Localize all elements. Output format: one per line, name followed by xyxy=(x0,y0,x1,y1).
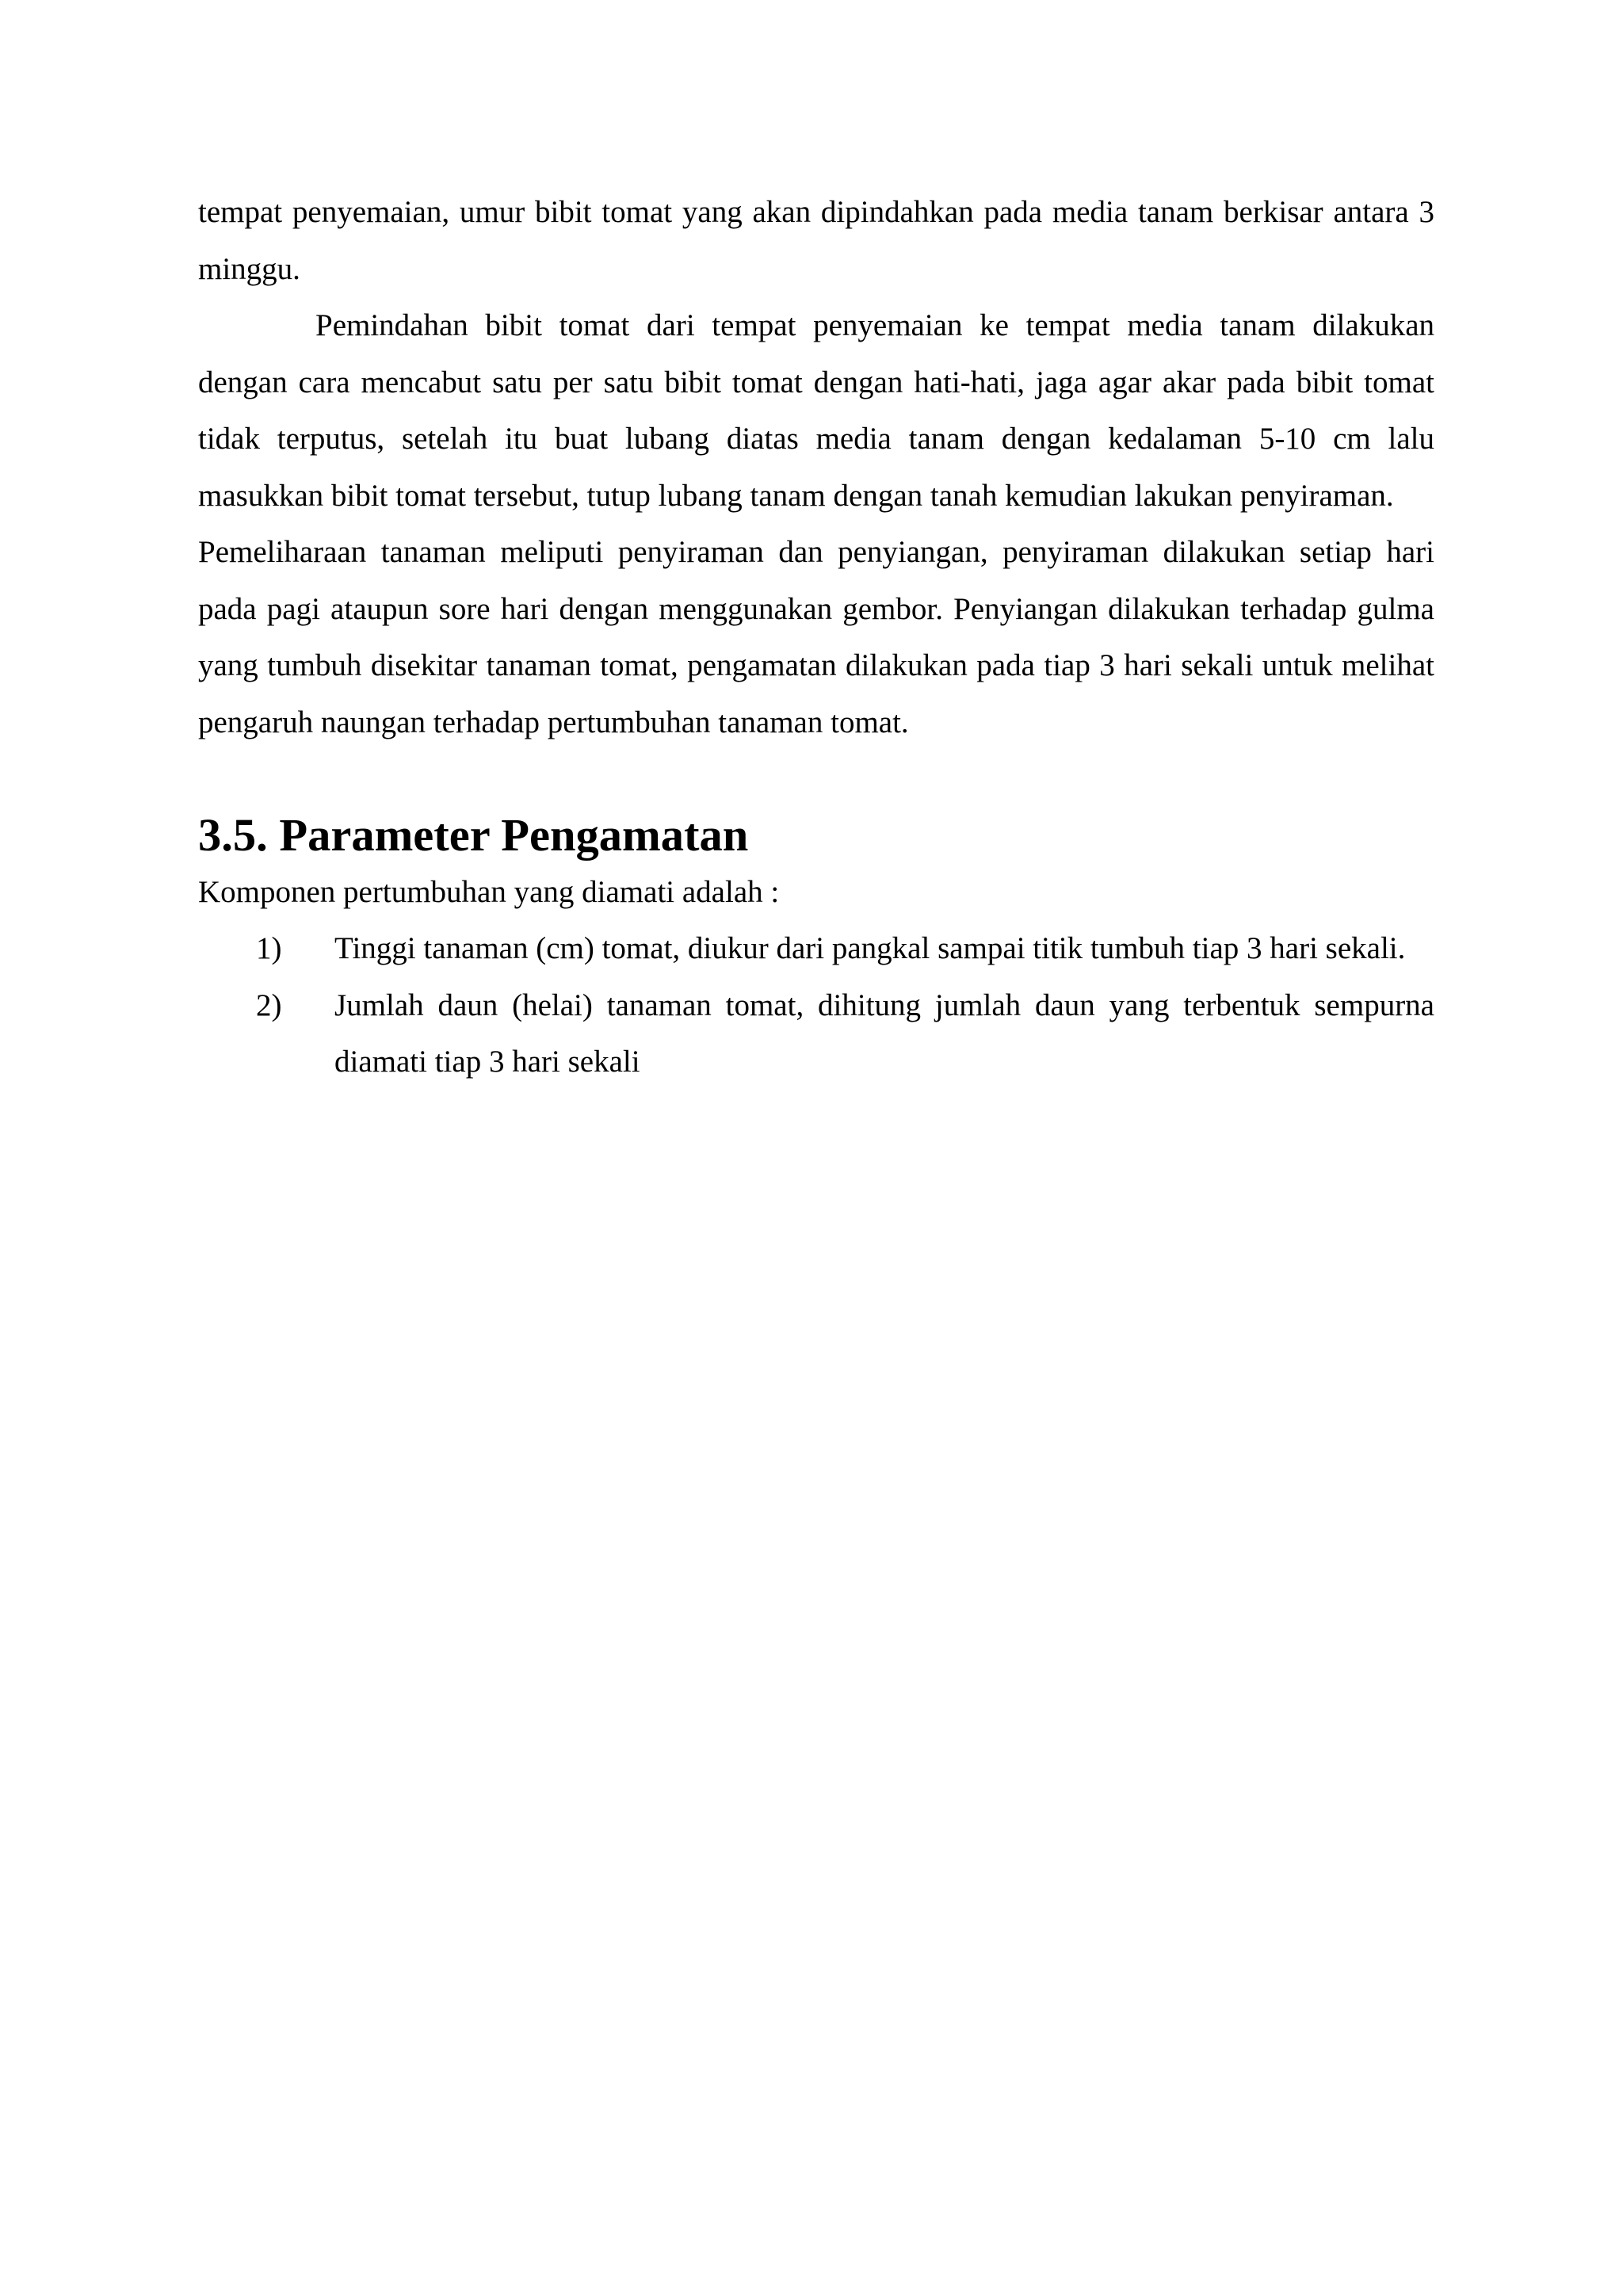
list-item-number: 1) xyxy=(256,931,282,965)
paragraph-seedling-age: tempat penyemaian, umur bibit tomat yang akan dipindahkan pada media tanam berkisar antara 3 minggu. xyxy=(198,195,1434,286)
list-item-text: Jumlah daun (helai) tanaman tomat, dihitung jumlah daun yang terbentuk sempurna diamati tiap 3 hari sekali xyxy=(334,988,1434,1079)
list-item-text: Tinggi tanaman (cm) tomat, diukur dari pangkal sampai titik tumbuh tiap 3 hari sekali. xyxy=(334,931,1406,965)
parameter-list xyxy=(198,920,1434,1091)
paragraph-transplanting: Pemindahan bibit tomat dari tempat penyemaian ke tempat media tanam dilakukan dengan cara mencabut satu per satu bibit tomat dengan hati-hati, jaga agar akar pada bibit tomat tidak terputus, setelah itu buat lubang diatas media tanam dengan kedalaman 5-10 cm lalu masukkan bibit tomat tersebut, tutup lubang tanam dengan tanah kemudian lakukan penyiraman. xyxy=(198,308,1434,513)
section-intro: Komponen pertumbuhan yang diamati adalah : xyxy=(198,874,780,909)
section-heading: 3.5. Parameter Pengamatan xyxy=(198,809,749,861)
document-page xyxy=(198,184,1434,1091)
list-item xyxy=(198,977,1434,1091)
list-item xyxy=(198,920,1434,977)
list-item-number: 2) xyxy=(256,988,282,1022)
paragraph-maintenance: Pemeliharaan tanaman meliputi penyiraman dan penyiangan, penyiraman dilakukan setiap hari pada pagi ataupun sore hari dengan menggunakan gembor. Penyiangan dilakukan terhadap gulma yang tumbuh disekitar tanaman tomat, pengamatan dilakukan pada tiap 3 hari sekali untuk melihat pengaruh naungan terhadap pertumbuhan tanaman tomat. xyxy=(198,535,1434,739)
